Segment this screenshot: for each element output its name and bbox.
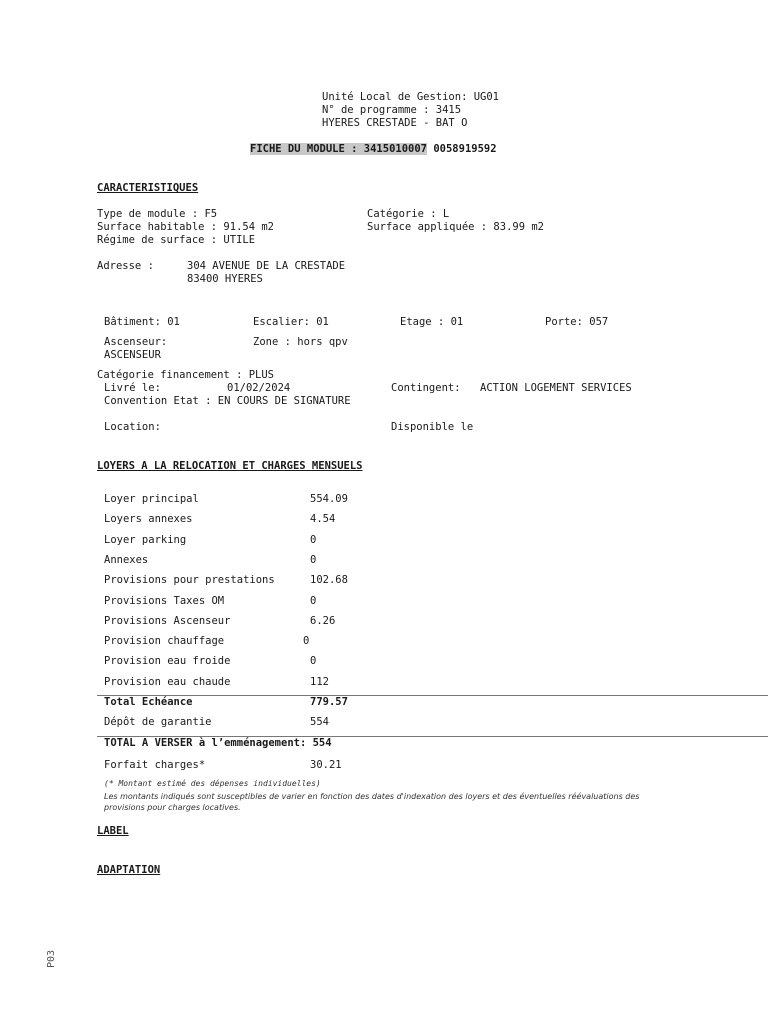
- loyer-row-value: 554.09: [310, 493, 348, 505]
- fiche-module-label: FICHE DU MODULE : 3415010007: [250, 143, 428, 155]
- fiche-module: [250, 143, 497, 156]
- adresse-line2: 83400 HYERES: [187, 273, 263, 285]
- depot-garantie-value: 554: [310, 716, 329, 728]
- total-echeance-label: Total Echéance: [104, 696, 193, 708]
- side-code: P03: [46, 949, 57, 968]
- forfait-charges-label: Forfait charges*: [104, 759, 206, 771]
- zone: Zone : hors qpv: [253, 336, 348, 348]
- loyer-row-label: Annexes: [104, 554, 149, 566]
- loyer-row-value: 0: [303, 635, 310, 647]
- surface-appliquee: Surface appliquée : 83.99 m2: [367, 221, 545, 233]
- ulg-line: Unité Local de Gestion: UG01: [322, 91, 500, 103]
- surface-habitable: Surface habitable : 91.54 m2: [97, 221, 275, 233]
- loyer-row-value: 0: [310, 655, 317, 667]
- loyer-row-value: 0: [310, 534, 317, 546]
- categorie-financement: Catégorie financement : PLUS: [97, 369, 275, 381]
- adresse-line1: 304 AVENUE DE LA CRESTADE: [187, 260, 346, 272]
- loyer-row-label: Loyer principal: [104, 493, 199, 505]
- loyer-row-value: 0: [310, 554, 317, 566]
- contingent-label: Contingent:: [391, 382, 461, 394]
- section-loyers: LOYERS A LA RELOCATION ET CHARGES MENSUELS: [97, 460, 363, 472]
- section-label: LABEL: [97, 825, 129, 837]
- loyer-row-value: 0: [310, 595, 317, 607]
- forfait-charges-value: 30.21: [310, 759, 342, 771]
- ascenseur-value: ASCENSEUR: [104, 349, 161, 361]
- loyer-row-label: Provision eau froide: [104, 655, 231, 667]
- note-provisions: provisions pour charges locatives.: [104, 803, 241, 812]
- total-a-verser: TOTAL A VERSER à l’emménagement: 554: [104, 737, 332, 749]
- categorie: Catégorie : L: [367, 208, 450, 220]
- batiment: Bâtiment: 01: [104, 316, 180, 328]
- note-montant-estime: (* Montant estimé des dépenses individuelles): [104, 779, 321, 788]
- loyer-row-label: Loyer parking: [104, 534, 187, 546]
- loyer-row-label: Provisions Taxes OM: [104, 595, 225, 607]
- regime-surface: Régime de surface : UTILE: [97, 234, 256, 246]
- location: Location:: [104, 421, 161, 433]
- programme-line: N° de programme : 3415: [322, 104, 462, 116]
- section-adaptation: ADAPTATION: [97, 864, 161, 876]
- loyer-row-label: Loyers annexes: [104, 513, 193, 525]
- adresse-label: Adresse :: [97, 260, 154, 272]
- loyer-row-value: 6.26: [310, 615, 336, 627]
- porte: Porte: 057: [545, 316, 609, 328]
- disponible: Disponible le: [391, 421, 474, 433]
- loyer-row-label: Provision eau chaude: [104, 676, 231, 688]
- loyer-row-value: 4.54: [310, 513, 336, 525]
- loyer-row-value: 112: [310, 676, 329, 688]
- loyer-row-label: Provisions Ascenseur: [104, 615, 231, 627]
- loyer-row-label: Provisions pour prestations: [104, 574, 275, 586]
- ascenseur-label: Ascenseur:: [104, 336, 168, 348]
- escalier: Escalier: 01: [253, 316, 329, 328]
- livre-label: Livré le:: [104, 382, 161, 394]
- type-module: Type de module : F5: [97, 208, 218, 220]
- fiche-module-suffix: 0058919592: [427, 143, 497, 155]
- site-line: HYERES CRESTADE - BAT O: [322, 117, 468, 129]
- section-caracteristiques: CARACTERISTIQUES: [97, 182, 199, 194]
- depot-garantie-label: Dépôt de garantie: [104, 716, 212, 728]
- livre-value: 01/02/2024: [227, 382, 291, 394]
- etage: Etage : 01: [400, 316, 464, 328]
- loyer-row-label: Provision chauffage: [104, 635, 225, 647]
- divider: [97, 695, 768, 696]
- convention: Convention Etat : EN COURS DE SIGNATURE: [104, 395, 351, 407]
- total-echeance-value: 779.57: [310, 696, 348, 708]
- note-montants: Les montants indiqués sont susceptibles de varier en fonction des dates d'indexation des loyers et des éventuelles réévaluations des: [104, 792, 640, 801]
- loyer-row-value: 102.68: [310, 574, 348, 586]
- contingent-value: ACTION LOGEMENT SERVICES: [480, 382, 632, 394]
